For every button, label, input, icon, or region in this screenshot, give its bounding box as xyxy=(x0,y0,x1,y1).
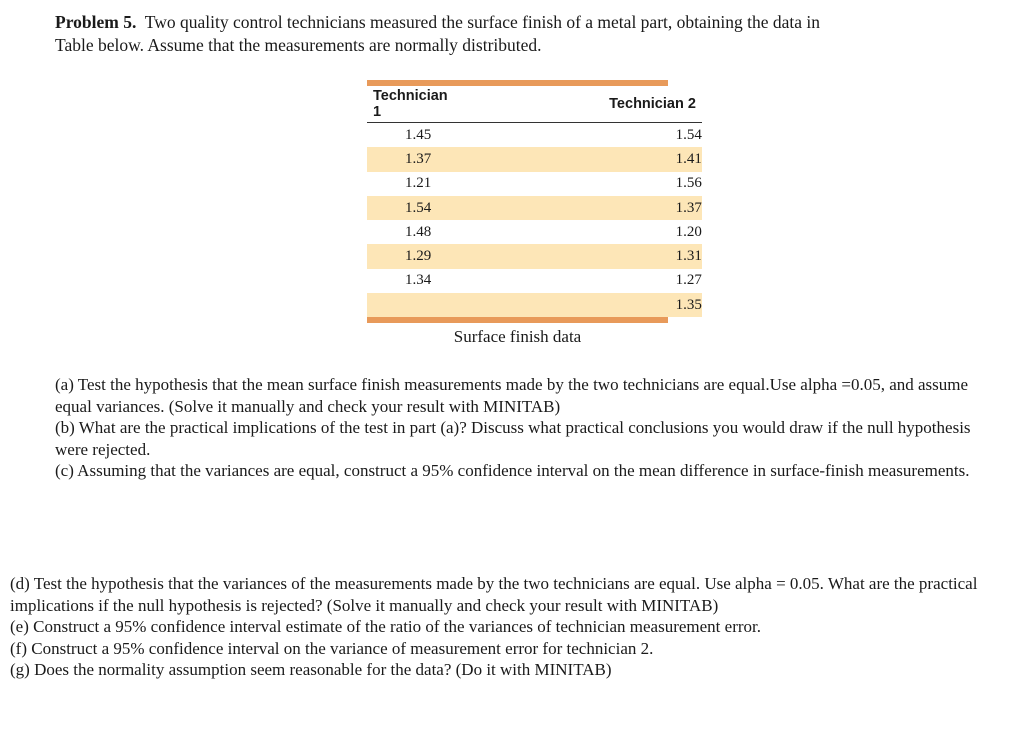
question-e: (e) Construct a 95% confidence interval estimate of the ratio of the variances of technician measurement error. xyxy=(10,617,761,636)
header-technician-1: Technician 1 xyxy=(367,86,448,123)
cell-tech2: 1.56 xyxy=(675,175,702,192)
table-row xyxy=(367,220,702,244)
table-bottom-rule xyxy=(367,317,668,323)
surface-finish-table xyxy=(367,80,702,323)
cell-tech2: 1.20 xyxy=(675,223,702,240)
table-row xyxy=(367,123,702,148)
table-row xyxy=(367,269,702,293)
cell-tech1: 1.48 xyxy=(405,223,432,240)
question-c: (c) Assuming that the variances are equal, construct a 95% confidence interval on the mean difference in surface-finish measurements. xyxy=(55,461,970,480)
table-row xyxy=(367,244,702,268)
problem-label: Problem 5. xyxy=(55,12,137,32)
table-row xyxy=(367,293,702,317)
questions-part-2 xyxy=(10,573,1000,681)
table-row xyxy=(367,147,702,171)
header-technician-2: Technician 2 xyxy=(448,86,702,123)
cell-tech2: 1.27 xyxy=(675,272,702,289)
cell-tech2: 1.54 xyxy=(675,126,702,143)
problem-statement xyxy=(55,11,985,57)
question-a: (a) Test the hypothesis that the mean surface finish measurements made by the two technicians are equal.Use alpha =0.05, and assume equal variances. (Solve it manually and check your result with MINITAB) xyxy=(55,375,969,416)
data-table xyxy=(367,86,702,317)
cell-tech1: 1.37 xyxy=(367,147,448,171)
question-f: (f) Construct a 95% confidence interval on the variance of measurement error for technician 2. xyxy=(10,638,654,658)
problem-text-1: Two quality control technicians measured the surface finish of a metal part, obtaining the data in xyxy=(144,12,821,32)
cell-tech1: 1.54 xyxy=(367,196,448,220)
table-row xyxy=(367,196,702,220)
cell-tech1: 1.34 xyxy=(405,272,432,289)
cell-tech1: 1.45 xyxy=(405,126,432,143)
table-caption: Surface finish data xyxy=(453,327,582,346)
cell-tech1: 1.21 xyxy=(405,175,432,192)
question-b: (b) What are the practical implications of the test in part (a)? Discuss what practical conclusions you would draw if the null hypothesis were rejected. xyxy=(55,418,971,459)
table-header-row xyxy=(367,86,702,123)
problem-line-1 xyxy=(55,11,985,34)
question-d: (d) Test the hypothesis that the variances of the measurements made by the two technicians are equal. Use alpha = 0.05. What are the practical implications if the null hypothesis is rejected? (Solve it manually and check your result with MINITAB) xyxy=(10,574,978,615)
table-row xyxy=(367,172,702,196)
cell-tech2: 1.31 xyxy=(448,244,702,268)
cell-tech2: 1.41 xyxy=(448,147,702,171)
cell-tech2: 1.35 xyxy=(448,293,702,317)
cell-tech1 xyxy=(367,293,448,317)
problem-text-2: Table below. Assume that the measurements are normally distributed. xyxy=(55,35,542,55)
questions-part-1 xyxy=(55,374,995,482)
cell-tech2: 1.37 xyxy=(448,196,702,220)
cell-tech1: 1.29 xyxy=(367,244,448,268)
question-g: (g) Does the normality assumption seem reasonable for the data? (Do it with MINITAB) xyxy=(10,660,612,679)
